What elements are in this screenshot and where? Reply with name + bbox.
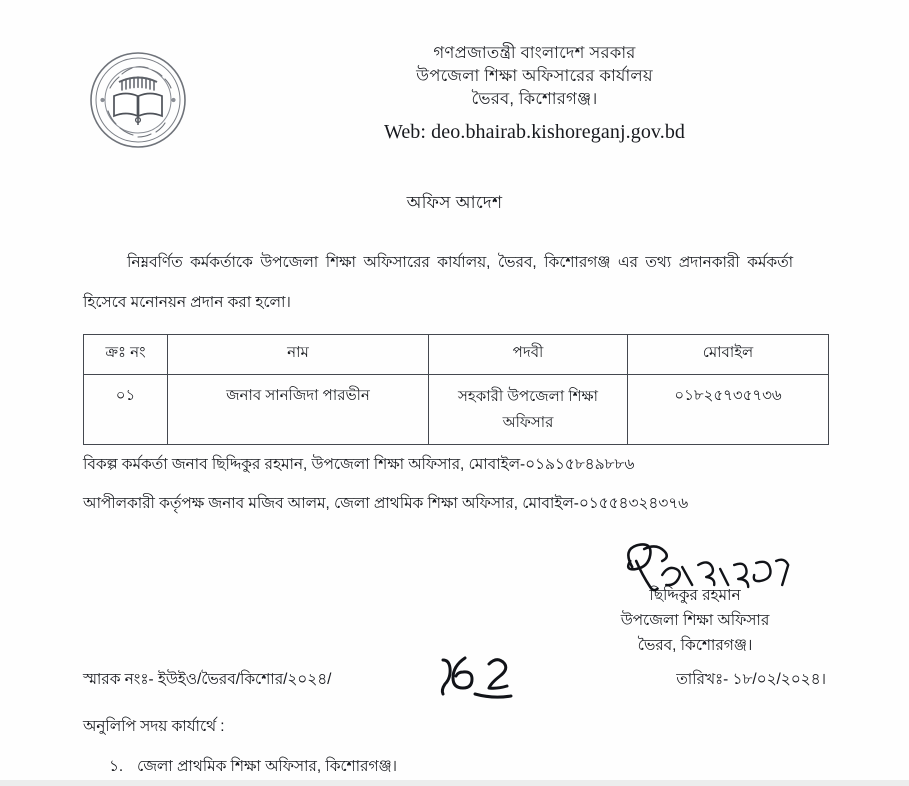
appellate-authority-note: আপীলকারী কর্তৃপক্ষ জনাব মজিব আলম, জেলা প্রাথমিক শিক্ষা অফিসার, মোবাইল-০১৫৫৪৩২৪৩৭৬ [83,495,689,512]
alternate-officer-note: বিকল্প কর্মকর্তা জনাব ছিদ্দিকুর রহমান, উপজেলা শিক্ষা অফিসার, মোবাইল-০১৯১৫৮৪৯৮৮৬ [83,456,635,473]
signatory-place: ভৈরব, কিশোরগঞ্জ। [637,637,753,654]
copy-to-list [83,755,826,779]
office-location: ভৈরব, কিশোরগঞ্জ। [471,90,598,108]
office-website: Web: deo.bhairab.kishoreganj.gov.bd [383,121,686,143]
order-paragraph: নিম্নবর্ণিত কর্মকর্তাকে উপজেলা শিক্ষা অফিসারের কার্যালয়, ভৈরব, কিশোরগঞ্জ এর তথ্য প্রদানকারী কর্মকর্তা হিসেবে মনোনয়ন প্রদান করা হলো। [83,254,793,311]
list-item [83,755,826,779]
officer-table [83,334,829,445]
memo-row [83,668,826,698]
office-name: উপজেলা শিক্ষা অফিসারের কার্যালয় [416,67,653,85]
signatory-name: ছিদ্দিকুর রহমান [649,587,741,604]
signatory-designation: উপজেলা শিক্ষা অফিসার [620,612,770,629]
memo-number-label: স্মারক নংঃ- ইউইও/ভৈরব/কিশোর/২০২৪/ [83,671,332,688]
cell-designation-text: সহকারী উপজেলা শিক্ষা অফিসার [457,388,599,431]
column-header-designation: পদবী [429,335,628,375]
memo-date: তারিখঃ- ১৮/০২/২০২৪। [676,671,826,688]
memo-handwritten-number-icon [435,652,545,700]
cell-sl: ০১ [84,375,168,445]
page-bottom-edge [0,780,909,786]
page-title: অফিস আদেশ [406,193,503,212]
signature-scribble-icon [545,545,845,591]
letterhead-text [200,42,869,145]
letterhead [0,42,909,162]
column-header-mobile: মোবাইল [628,335,829,375]
table-header-row [84,335,829,375]
bangladesh-education-emblem-icon [86,48,190,152]
column-header-name: নাম [168,335,429,375]
column-header-sl: ক্রঃ নং [84,335,168,375]
cell-designation [429,375,628,445]
table-row [84,375,829,445]
cell-mobile: ০১৮২৫৭৩৫৭৩৬ [628,375,829,445]
copy-item-number: ১. [109,758,124,775]
copy-to-heading: অনুলিপি সদয় কার্যার্থে : [83,718,225,735]
signature-block [545,545,845,658]
copy-item-text: জেলা প্রাথমিক শিক্ষা অফিসার, কিশোরগঞ্জ। [137,758,398,775]
cell-name: জনাব সানজিদা পারভীন [168,375,429,445]
govt-name: গণপ্রজাতন্ত্রী বাংলাদেশ সরকার [433,44,636,62]
